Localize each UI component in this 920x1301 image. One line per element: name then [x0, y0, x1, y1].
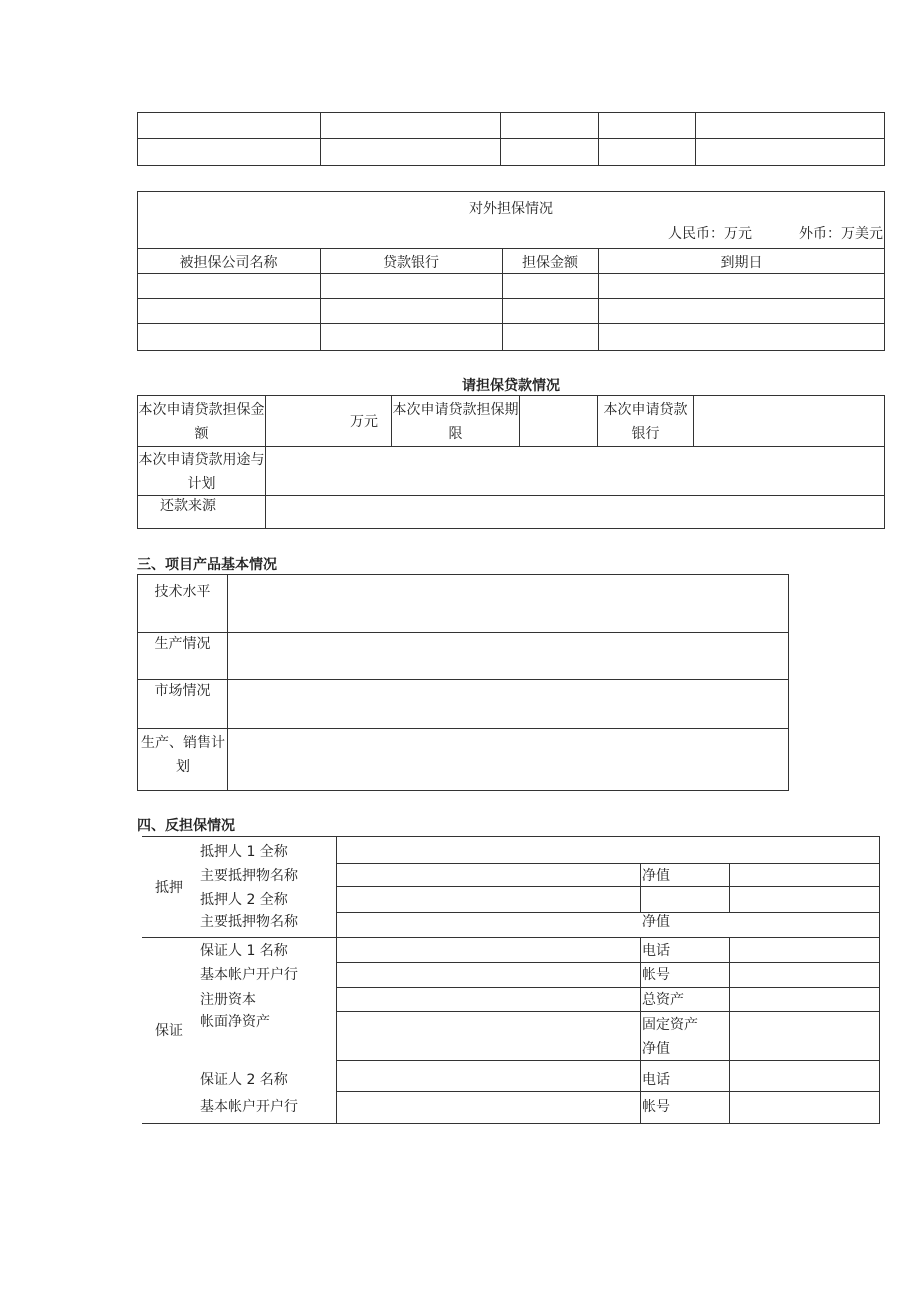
- mortgage-net1-label: 净值: [642, 868, 670, 884]
- guarantee-header-due-date: 到期日: [720, 255, 763, 271]
- guarantor2-name-input[interactable]: [337, 1061, 640, 1090]
- top-table-col-divider: [695, 112, 696, 166]
- loan-purpose-label: 本次申请贷款用途与计划: [138, 452, 265, 492]
- loan-bank-input[interactable]: [694, 396, 884, 445]
- section3-row-label: 生产情况: [154, 636, 211, 652]
- loan-term-label: 本次申请贷款担保期限: [392, 402, 519, 442]
- guarantee-cell[interactable]: [599, 274, 884, 297]
- section3-input[interactable]: [228, 680, 788, 727]
- guarantor2-account-label: 帐号: [642, 1099, 670, 1115]
- guarantor2-name-label: 保证人 2 名称: [200, 1072, 288, 1088]
- section3-input[interactable]: [228, 575, 788, 631]
- guarantor1-account-input[interactable]: [730, 963, 879, 986]
- guarantor2-phone-label: 电话: [642, 1072, 670, 1088]
- guarantee-rmb-unit: 人民币：万元: [668, 226, 752, 242]
- section4-right-border: [879, 836, 880, 1123]
- guarantor1-name-input[interactable]: [337, 938, 640, 961]
- guarantee-row-divider: [137, 298, 885, 299]
- guarantor2-account-input[interactable]: [730, 1092, 879, 1122]
- loan-purpose-input[interactable]: [266, 447, 884, 494]
- top-table-col-divider: [320, 112, 321, 166]
- mortgage-net1-input[interactable]: [730, 864, 879, 885]
- total-assets-input[interactable]: [730, 988, 879, 1010]
- guarantor2-bank-label: 基本帐户开户行: [200, 1099, 298, 1115]
- mortgage-net2-label: 净值: [642, 914, 670, 930]
- guarantor1-phone-input[interactable]: [730, 938, 879, 961]
- guarantee-cell[interactable]: [138, 274, 319, 297]
- loan-bank-label: 本次申请贷款银行: [603, 402, 688, 442]
- section3-row-label: 技术水平: [154, 584, 211, 600]
- guarantor-label: 保证: [155, 1023, 183, 1039]
- guarantor2-phone-input[interactable]: [730, 1061, 879, 1090]
- book-net-assets-input[interactable]: [337, 1012, 640, 1059]
- section3-input[interactable]: [228, 729, 788, 790]
- section4-title: 四、反担保情况: [137, 818, 235, 834]
- mortgage-item1-input[interactable]: [337, 864, 640, 885]
- top-table-col-divider: [598, 112, 599, 166]
- mortgagor2-label: 抵押人 2 全称: [200, 892, 288, 908]
- mortgage-item2-label: 主要抵押物名称: [200, 914, 298, 930]
- reg-capital-input[interactable]: [337, 988, 640, 1010]
- mortgagor2-input[interactable]: [337, 887, 879, 911]
- loan-amount-unit: 万元: [350, 414, 378, 430]
- loan-amount-label: 本次申请贷款担保金额: [138, 402, 265, 442]
- mortgagor1-input[interactable]: [337, 837, 879, 862]
- guarantor1-account-label: 帐号: [642, 967, 670, 983]
- top-table: [137, 112, 885, 166]
- top-table-col-divider: [500, 112, 501, 166]
- top-table-row-divider: [137, 138, 885, 139]
- fixed-assets-input[interactable]: [730, 1012, 879, 1059]
- mortgagor1-label: 抵押人 1 全称: [200, 844, 288, 860]
- book-net-assets-label: 帐面净资产: [200, 1014, 270, 1030]
- guarantee-title: 对外担保情况: [469, 201, 553, 217]
- section3-input[interactable]: [228, 633, 788, 678]
- guarantor2-bank-input[interactable]: [337, 1092, 640, 1122]
- fixed-assets-label: 固定资产净值: [642, 1017, 698, 1057]
- loan-amount-input[interactable]: [266, 396, 348, 445]
- reg-capital-label: 注册资本: [200, 992, 256, 1008]
- guarantee-header-amount: 担保金额: [522, 255, 578, 271]
- section4-col-divider: [640, 937, 641, 1123]
- loan-repay-input[interactable]: [266, 496, 884, 528]
- section3-title: 三、项目产品基本情况: [137, 557, 277, 573]
- mortgage-item2-input[interactable]: [337, 913, 640, 936]
- loan-title: 请担保贷款情况: [462, 378, 560, 394]
- mortgage-label: 抵押: [155, 880, 183, 896]
- total-assets-label: 总资产: [642, 992, 684, 1008]
- mortgage-item1-label: 主要抵押物名称: [200, 868, 298, 884]
- guarantor1-bank-input[interactable]: [337, 963, 640, 986]
- section4-bottom-border: [142, 1123, 880, 1124]
- guarantee-row-divider: [137, 323, 885, 324]
- guarantee-row-divider: [137, 248, 885, 249]
- loan-term-input[interactable]: [520, 396, 596, 445]
- loan-repay-label: 还款来源: [160, 498, 216, 514]
- mortgage-net2-input[interactable]: [730, 913, 879, 936]
- guarantee-cell[interactable]: [503, 274, 597, 297]
- guarantor1-bank-label: 基本帐户开户行: [200, 967, 298, 983]
- guarantor1-phone-label: 电话: [642, 943, 670, 959]
- section3-row-label: 市场情况: [154, 683, 211, 699]
- guarantee-header-company: 被担保公司名称: [179, 255, 278, 271]
- guarantee-header-bank: 贷款银行: [383, 255, 439, 271]
- section3-row-label: 生产、销售计划: [141, 735, 225, 775]
- guarantor1-name-label: 保证人 1 名称: [200, 943, 288, 959]
- guarantee-fx-unit: 外币：万美元: [799, 226, 883, 242]
- guarantee-cell[interactable]: [321, 274, 501, 297]
